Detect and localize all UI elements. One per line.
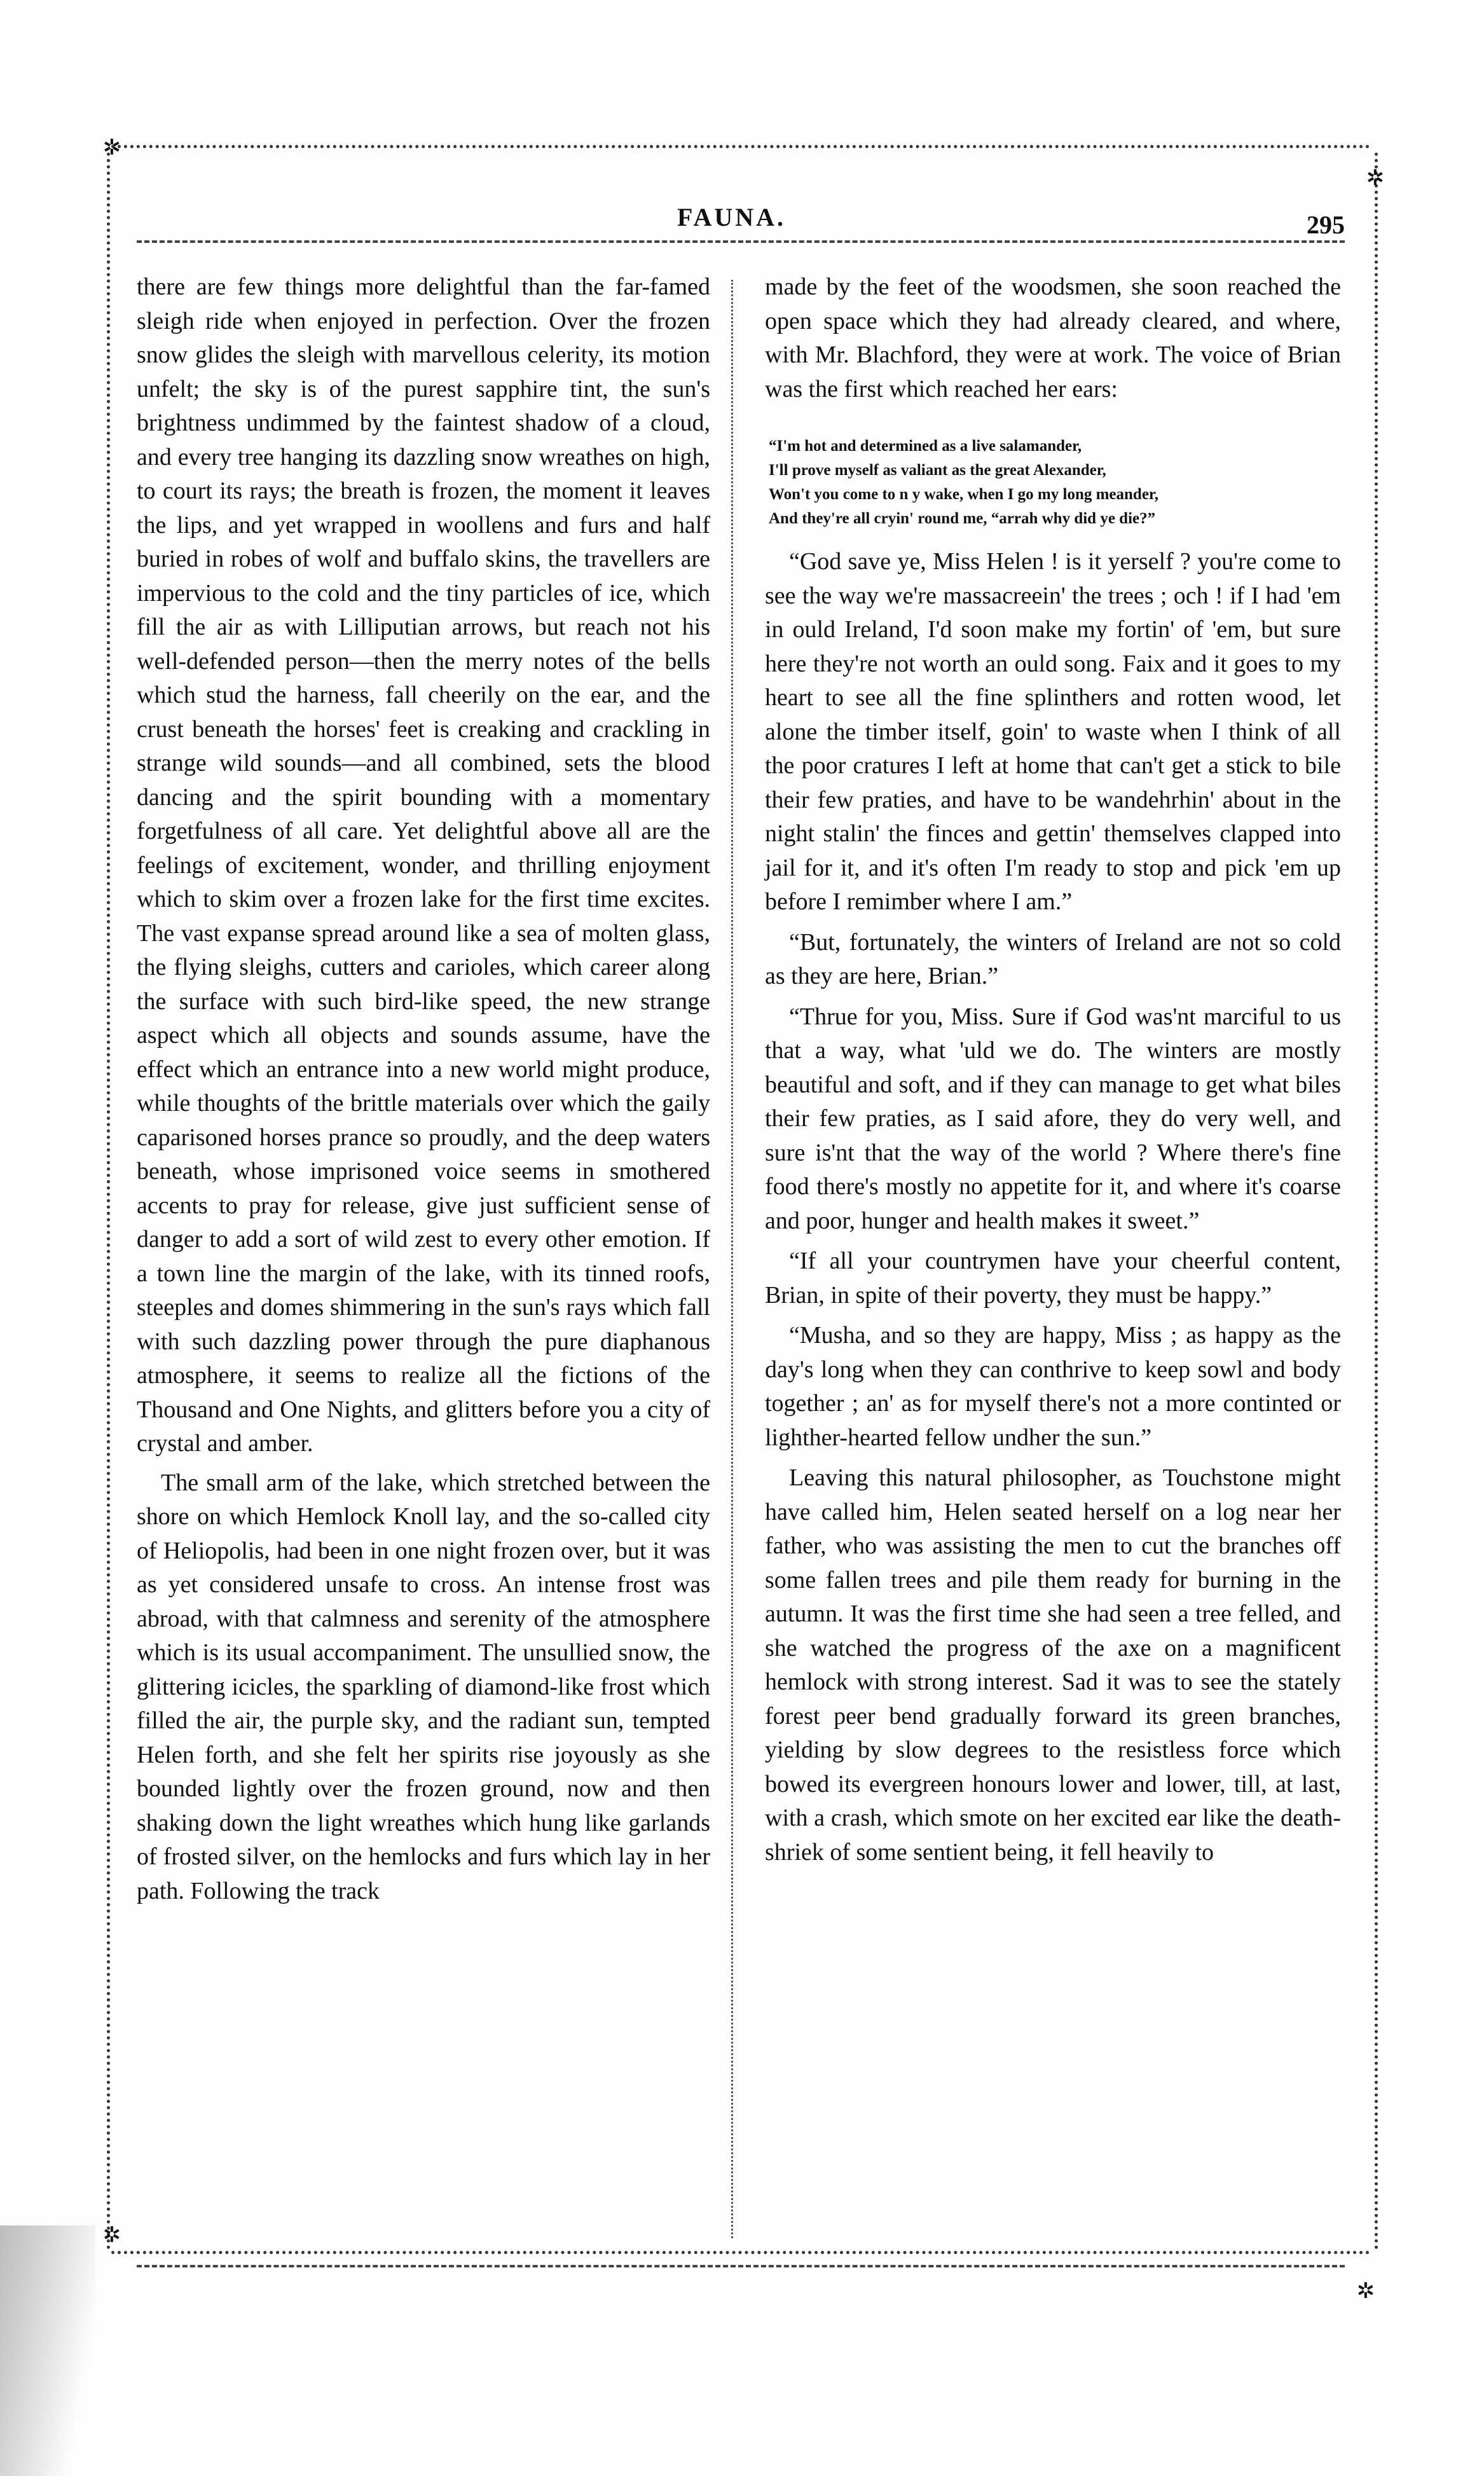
left-column [137, 270, 710, 1908]
right-border [1375, 153, 1387, 2251]
page-smudge [0, 2225, 95, 2476]
body-paragraph: Leaving this natural philosopher, as Touchstone might have called him, Helen seated herself on a log near her father, who was assisting the men to cut the branches off some fallen trees and pile them ready for burning in the autumn. It was the first time she had seen a tree felled, and she watched the progress of the axe on a magnificent hemlock with strong interest. Sad it was to see the stately forest peer bend gradually forward its green branches, yielding by slow degrees to the resistless force which bowed its evergreen honours lower and lower, till, at last, with a crash, which smote on her excited ear like the death-shriek of some sentient being, it fell heavily to [765, 1464, 1341, 1866]
bottom-border [111, 2251, 1370, 2263]
column-divider [731, 280, 733, 2238]
star-ornament-icon: ✲ [1366, 165, 1385, 191]
star-ornament-icon: ✲ [1356, 2278, 1375, 2304]
star-ornament-icon: ✲ [102, 2222, 121, 2248]
verse-line: I'll prove myself as valiant as the great Alexander, [769, 462, 1106, 479]
footer-rule [137, 2265, 1345, 2274]
verse-line: And they're all cryin' round me, “arrah why did ye die?” [769, 510, 1156, 527]
body-paragraph: made by the feet of the woodsmen, she soon reached the open space which they had already cleared, and where, with Mr. Blachford, they were at work. The voice of Brian was the first which reached her ears: [765, 273, 1341, 402]
dialogue-paragraph: “But, fortunately, the winters of Ireland are not so cold as they are here, Brian.” [765, 928, 1341, 989]
verse-line: Won't you come to n y wake, when I go my long meander, [769, 486, 1158, 503]
star-ornament-icon: ✲ [102, 135, 121, 160]
top-border [111, 145, 1370, 157]
verse-line: “I'm hot and determined as a live salamander, [769, 437, 1082, 455]
dialogue-paragraph: “Thrue for you, Miss. Sure if God was'nt marciful to us that a way, what 'uld we do. The winters are mostly beautiful and soft, and if they can manage to get what biles their few praties, as I said afore, they do very well, and sure is'nt that the way of the world ? Where there's fine food there's mostly no appetite for it, and where it's coarse and poor, hunger and health makes it sweet.” [765, 1003, 1341, 1234]
song-verse [765, 434, 1341, 531]
page-number: 295 [1307, 210, 1345, 239]
right-column [765, 270, 1341, 1869]
header-rule [137, 240, 1345, 249]
dialogue-paragraph: “If all your countrymen have your cheerful content, Brian, in spite of their poverty, they must be happy.” [765, 1248, 1341, 1309]
body-paragraph: The small arm of the lake, which stretched between the shore on which Hemlock Knoll lay, and the so-called city of Heliopolis, had been in one night frozen over, but it was as yet considered unsafe to cross. An intense frost was abroad, with that calmness and serenity of the atmosphere which is its usual accompaniment. The unsullied snow, the glittering icicles, the sparkling of diamond-like frost which filled the air, the purple sky, and the radiant sun, tempted Helen forth, and she felt her spirits rise joyously as she bounded lightly over the frozen ground, now and then shaking down the light wreathes which hung like garlands of frosted silver, on the hemlocks and furs which lay in her path. Following the track [137, 1469, 710, 1904]
body-paragraph: there are few things more delightful than the far-famed sleigh ride when enjoyed in perfection. Over the frozen snow glides the sleigh with marvellous celerity, its motion unfelt; the sky is of the purest sapphire tint, the sun's brightness undimmed by the faintest shadow of a cloud, and every tree hanging its dazzling snow wreathes on high, to court its rays; the breath is frozen, the moment it leaves the lips, and yet wrapped in woollens and furs and half buried in robes of wolf and buffalo skins, the travellers are impervious to the cold and the tiny particles of ice, which fill the air as with Lilliputian arrows, but reach not his well-defended person—then the merry notes of the bells which stud the harness, fall cheerily on the ear, and the crust beneath the horses' feet is creaking and crackling in strange wild sounds—and all combined, sets the blood dancing and the spirit bounding with a momentary forgetfulness of all care. Yet delightful above all are the feelings of excitement, wonder, and thrilling enjoyment which to skim over a frozen lake for the first time excites. The vast expanse spread around like a sea of molten glass, the flying sleighs, cutters and carioles, which career along the surface with such bird-like speed, the new strange aspect which all objects and sounds assume, have the effect which an entrance into a new world might produce, while thoughts of the brittle materials over which the gaily caparisoned horses prance so proudly, and the deep waters beneath, whose imprisoned voice seems in smothered accents to pray for release, give just sufficient sense of danger to add a sort of wild zest to every other emotion. If a town line the margin of the lake, with its tinned roofs, steeples and domes shimmering in the sun's rays which fall with such dazzling power through the pure diaphanous atmosphere, it seems to realize all the fictions of the Thousand and One Nights, and glitters before you a city of crystal and amber. [137, 273, 710, 1457]
left-border [107, 153, 119, 2251]
running-title: FAUNA. [677, 203, 787, 231]
dialogue-paragraph: “God save ye, Miss Helen ! is it yerself ? you're come to see the way we're massacreein' the trees ; och ! if I had 'em in ould Ireland, I'd soon make my fortin' of 'em, but sure here they're not worth an ould song. Faix and it goes to my heart to see all the fine splinthers and rotten wood, let alone the timber itself, goin' to waste when I think of all the poor cratures I left at home that can't get a stick to bile their few praties, and have to be wandehrhin' about in the night stalin' the finces and gettin' themselves clapped into jail for it, and it's often I'm ready to stop and pick 'em up before I remimber where I am.” [765, 548, 1341, 915]
dialogue-paragraph: “Musha, and so they are happy, Miss ; as happy as the day's long when they can conthrive to keep sowl and body together ; an' as for myself there's not a more continted or lighther-hearted fellow undher the sun.” [765, 1322, 1341, 1451]
